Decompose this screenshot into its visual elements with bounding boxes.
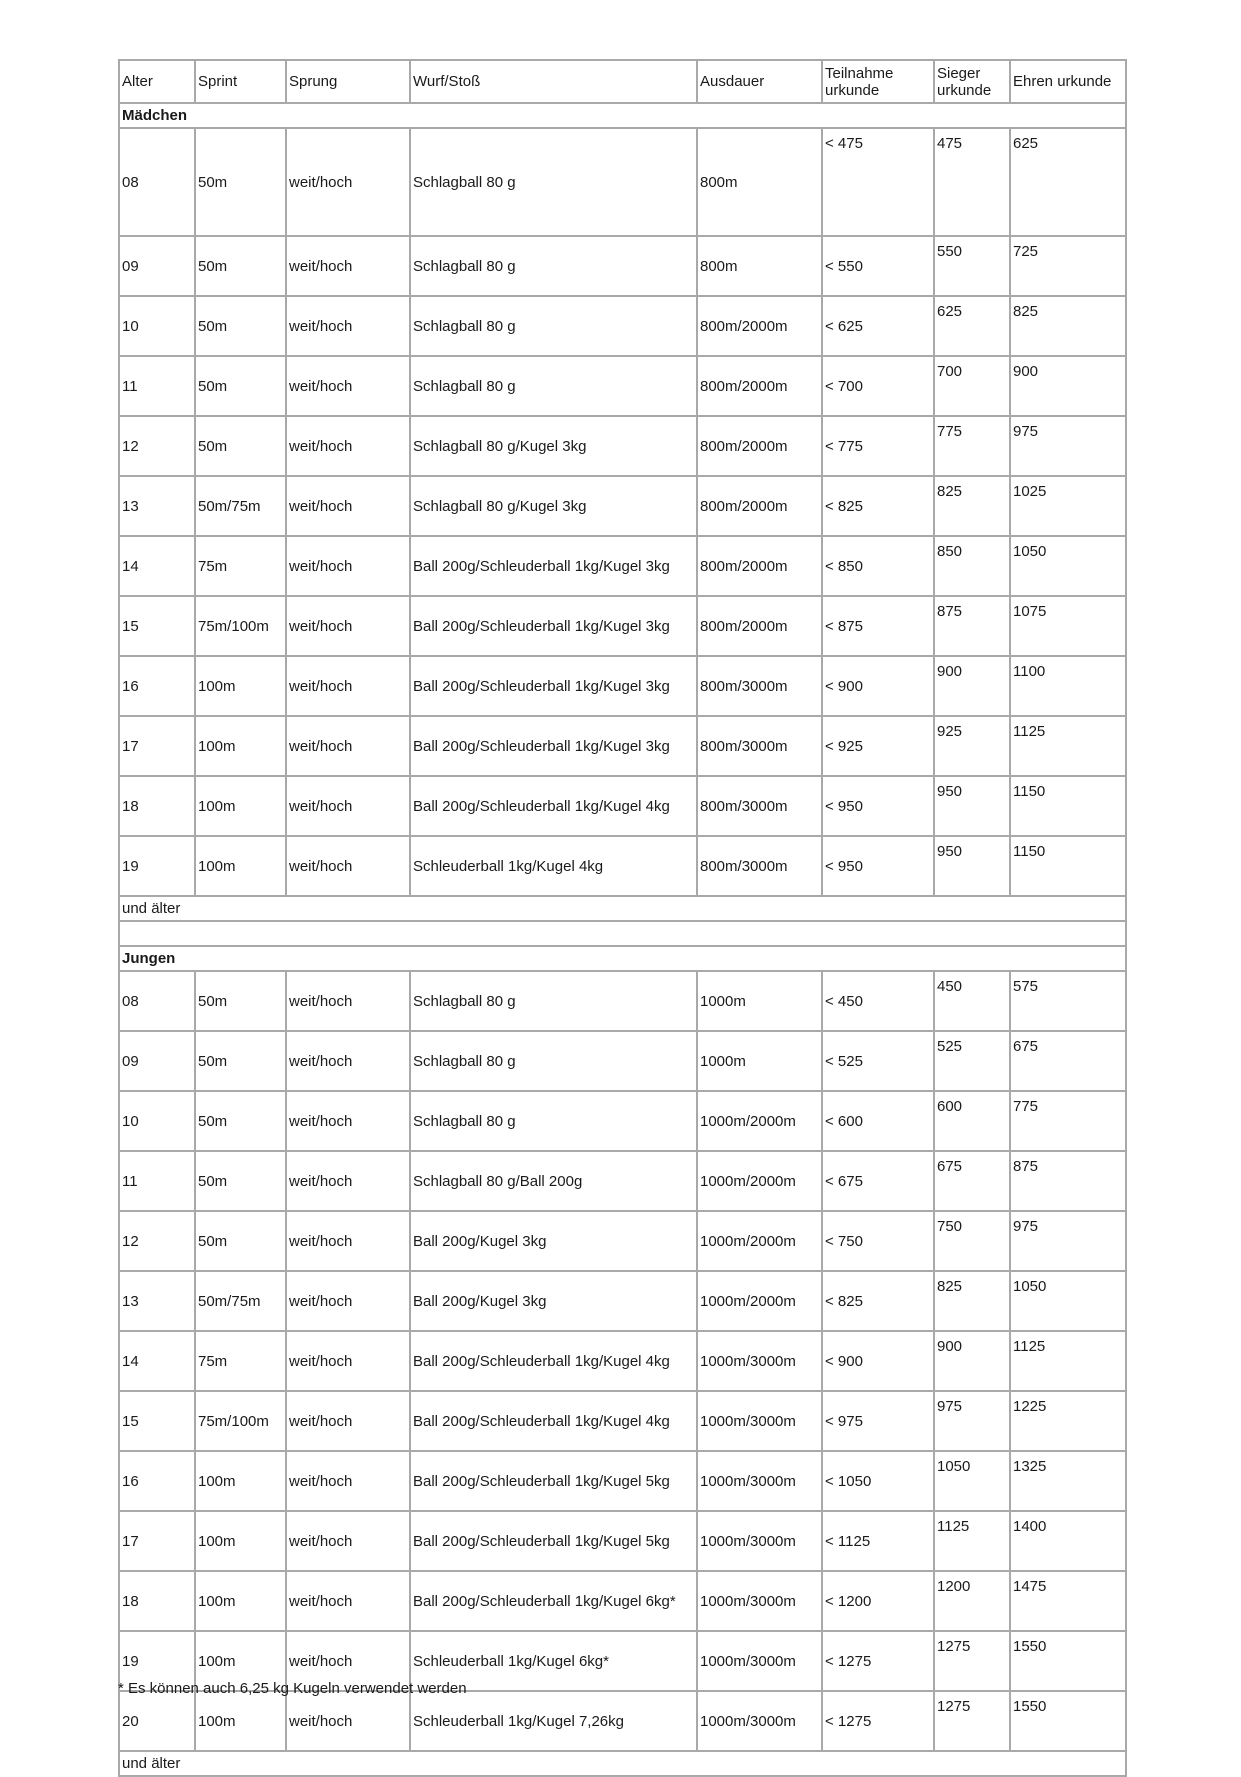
- cell-ausdauer: 1000m/3000m: [697, 1391, 822, 1451]
- cell-sprung: weit/hoch: [286, 1211, 410, 1271]
- cell-ehren: 1125: [1010, 716, 1126, 776]
- cell-ehren: 575: [1010, 971, 1126, 1031]
- cell-alter: 16: [119, 656, 195, 716]
- cell-teilnahme: < 825: [822, 476, 934, 536]
- cell-alter: 15: [119, 596, 195, 656]
- cell-wurf: Ball 200g/Schleuderball 1kg/Kugel 4kg: [410, 1331, 697, 1391]
- cell-teilnahme: < 1050: [822, 1451, 934, 1511]
- cell-ausdauer: 1000m/3000m: [697, 1631, 822, 1691]
- table-row: [119, 356, 1126, 416]
- cell-sieger: 1200: [934, 1571, 1010, 1631]
- cell-sprint: 100m: [195, 1571, 286, 1631]
- cell-sprung: weit/hoch: [286, 971, 410, 1031]
- cell-sprung: weit/hoch: [286, 596, 410, 656]
- cell-ausdauer: 1000m/2000m: [697, 1271, 822, 1331]
- cell-ehren: 1325: [1010, 1451, 1126, 1511]
- cell-sieger: 900: [934, 656, 1010, 716]
- cell-teilnahme: < 550: [822, 236, 934, 296]
- table-row: [119, 716, 1126, 776]
- cell-wurf: Ball 200g/Schleuderball 1kg/Kugel 3kg: [410, 716, 697, 776]
- section-title: Jungen: [119, 946, 1126, 971]
- cell-sprint: 50m: [195, 296, 286, 356]
- cell-sprint: 100m: [195, 836, 286, 896]
- cell-sprint: 50m: [195, 236, 286, 296]
- cell-sieger: 825: [934, 1271, 1010, 1331]
- cell-sieger: 625: [934, 296, 1010, 356]
- cell-ehren: 1125: [1010, 1331, 1126, 1391]
- cell-sprung: weit/hoch: [286, 836, 410, 896]
- table-row: [119, 836, 1126, 896]
- cell-ausdauer: 1000m/3000m: [697, 1331, 822, 1391]
- cell-ausdauer: 1000m: [697, 971, 822, 1031]
- cell-wurf: Ball 200g/Schleuderball 1kg/Kugel 3kg: [410, 596, 697, 656]
- footnote: * Es können auch 6,25 kg Kugeln verwendet werden: [118, 1680, 467, 1697]
- cell-ehren: 975: [1010, 416, 1126, 476]
- cell-sprint: 100m: [195, 1451, 286, 1511]
- header-ausdauer: Ausdauer: [697, 60, 822, 103]
- cell-teilnahme: < 900: [822, 1331, 934, 1391]
- cell-alter: 13: [119, 1271, 195, 1331]
- cell-sprint: 100m: [195, 776, 286, 836]
- cell-sprung: weit/hoch: [286, 1391, 410, 1451]
- cell-sieger: 600: [934, 1091, 1010, 1151]
- cell-sprint: 50m: [195, 1211, 286, 1271]
- cell-alter: 14: [119, 1331, 195, 1391]
- cell-sieger: 525: [934, 1031, 1010, 1091]
- cell-ehren: 675: [1010, 1031, 1126, 1091]
- cell-sprint: 75m: [195, 1331, 286, 1391]
- cell-ausdauer: 800m/2000m: [697, 536, 822, 596]
- cell-sieger: 1050: [934, 1451, 1010, 1511]
- cell-teilnahme: < 950: [822, 776, 934, 836]
- cell-wurf: Ball 200g/Schleuderball 1kg/Kugel 4kg: [410, 1391, 697, 1451]
- cell-ehren: 1550: [1010, 1631, 1126, 1691]
- cell-sieger: 1275: [934, 1691, 1010, 1751]
- table-row: [119, 1331, 1126, 1391]
- cell-sprung: weit/hoch: [286, 1091, 410, 1151]
- cell-teilnahme: < 700: [822, 356, 934, 416]
- cell-sprung: weit/hoch: [286, 416, 410, 476]
- header-wurf: Wurf/Stoß: [410, 60, 697, 103]
- table-row: [119, 971, 1126, 1031]
- cell-alter: 10: [119, 296, 195, 356]
- cell-teilnahme: < 825: [822, 1271, 934, 1331]
- section-title: Mädchen: [119, 103, 1126, 128]
- cell-wurf: Schleuderball 1kg/Kugel 7,26kg: [410, 1691, 697, 1751]
- cell-sprung: weit/hoch: [286, 656, 410, 716]
- cell-teilnahme: < 850: [822, 536, 934, 596]
- cell-ehren: 1025: [1010, 476, 1126, 536]
- cell-sprung: weit/hoch: [286, 128, 410, 236]
- cell-teilnahme: < 450: [822, 971, 934, 1031]
- cell-sprint: 50m: [195, 1031, 286, 1091]
- cell-ehren: 1225: [1010, 1391, 1126, 1451]
- cell-sieger: 675: [934, 1151, 1010, 1211]
- cell-sieger: 475: [934, 128, 1010, 236]
- cell-alter: 13: [119, 476, 195, 536]
- cell-teilnahme: < 525: [822, 1031, 934, 1091]
- section-note: und älter: [119, 896, 1126, 921]
- cell-wurf: Ball 200g/Kugel 3kg: [410, 1211, 697, 1271]
- table-row: [119, 476, 1126, 536]
- cell-alter: 18: [119, 776, 195, 836]
- cell-sprung: weit/hoch: [286, 296, 410, 356]
- cell-sprung: weit/hoch: [286, 1331, 410, 1391]
- cell-ausdauer: 1000m/2000m: [697, 1151, 822, 1211]
- cell-sprint: 75m: [195, 536, 286, 596]
- cell-sieger: 900: [934, 1331, 1010, 1391]
- score-table: [118, 59, 1127, 1777]
- cell-ehren: 1550: [1010, 1691, 1126, 1751]
- cell-sprung: weit/hoch: [286, 476, 410, 536]
- table-row: [119, 1151, 1126, 1211]
- cell-sprint: 50m/75m: [195, 476, 286, 536]
- table-row: [119, 1031, 1126, 1091]
- cell-sprint: 50m/75m: [195, 1271, 286, 1331]
- score-table-page: [118, 59, 1125, 1777]
- cell-alter: 11: [119, 1151, 195, 1211]
- cell-sprung: weit/hoch: [286, 1571, 410, 1631]
- cell-sieger: 750: [934, 1211, 1010, 1271]
- cell-ehren: 1075: [1010, 596, 1126, 656]
- cell-ausdauer: 800m/2000m: [697, 416, 822, 476]
- header-row: [119, 60, 1126, 103]
- cell-ehren: 1150: [1010, 836, 1126, 896]
- cell-sieger: 775: [934, 416, 1010, 476]
- cell-wurf: Schlagball 80 g: [410, 236, 697, 296]
- cell-sprung: weit/hoch: [286, 356, 410, 416]
- cell-wurf: Ball 200g/Schleuderball 1kg/Kugel 5kg: [410, 1451, 697, 1511]
- cell-ausdauer: 1000m/3000m: [697, 1451, 822, 1511]
- cell-ehren: 975: [1010, 1211, 1126, 1271]
- cell-ausdauer: 1000m/2000m: [697, 1091, 822, 1151]
- header-alter: Alter: [119, 60, 195, 103]
- cell-ausdauer: 800m/2000m: [697, 476, 822, 536]
- cell-teilnahme: < 475: [822, 128, 934, 236]
- cell-alter: 20: [119, 1691, 195, 1751]
- cell-sprung: weit/hoch: [286, 236, 410, 296]
- table-row: [119, 296, 1126, 356]
- cell-teilnahme: < 925: [822, 716, 934, 776]
- header-sieger: Sieger urkunde: [934, 60, 1010, 103]
- cell-ausdauer: 1000m: [697, 1031, 822, 1091]
- cell-wurf: Schlagball 80 g: [410, 128, 697, 236]
- cell-alter: 18: [119, 1571, 195, 1631]
- cell-wurf: Schleuderball 1kg/Kugel 6kg*: [410, 1631, 697, 1691]
- cell-alter: 19: [119, 1631, 195, 1691]
- cell-sieger: 450: [934, 971, 1010, 1031]
- cell-wurf: Ball 200g/Schleuderball 1kg/Kugel 6kg*: [410, 1571, 697, 1631]
- cell-teilnahme: < 900: [822, 656, 934, 716]
- cell-alter: 17: [119, 1511, 195, 1571]
- table-row: [119, 1511, 1126, 1571]
- cell-wurf: Schlagball 80 g: [410, 356, 697, 416]
- cell-ehren: 1150: [1010, 776, 1126, 836]
- cell-alter: 17: [119, 716, 195, 776]
- cell-sprint: 100m: [195, 1691, 286, 1751]
- cell-wurf: Schlagball 80 g: [410, 296, 697, 356]
- cell-sprung: weit/hoch: [286, 1271, 410, 1331]
- cell-sprint: 75m/100m: [195, 596, 286, 656]
- cell-ausdauer: 1000m/2000m: [697, 1211, 822, 1271]
- cell-teilnahme: < 1125: [822, 1511, 934, 1571]
- cell-wurf: Ball 200g/Kugel 3kg: [410, 1271, 697, 1331]
- cell-sieger: 1125: [934, 1511, 1010, 1571]
- cell-sprung: weit/hoch: [286, 1451, 410, 1511]
- cell-wurf: Schlagball 80 g: [410, 1031, 697, 1091]
- cell-wurf: Schlagball 80 g: [410, 1091, 697, 1151]
- section-note-row: [119, 896, 1126, 921]
- cell-sieger: 850: [934, 536, 1010, 596]
- cell-alter: 09: [119, 236, 195, 296]
- score-table-body: [119, 60, 1126, 1776]
- cell-teilnahme: < 625: [822, 296, 934, 356]
- cell-sieger: 700: [934, 356, 1010, 416]
- cell-alter: 08: [119, 128, 195, 236]
- cell-sprung: weit/hoch: [286, 716, 410, 776]
- table-row: [119, 1691, 1126, 1751]
- cell-sprint: 50m: [195, 971, 286, 1031]
- cell-alter: 19: [119, 836, 195, 896]
- cell-ehren: 625: [1010, 128, 1126, 236]
- cell-sprung: weit/hoch: [286, 1151, 410, 1211]
- cell-alter: 09: [119, 1031, 195, 1091]
- cell-sprint: 100m: [195, 716, 286, 776]
- cell-ehren: 1050: [1010, 536, 1126, 596]
- cell-sieger: 825: [934, 476, 1010, 536]
- cell-wurf: Ball 200g/Schleuderball 1kg/Kugel 5kg: [410, 1511, 697, 1571]
- cell-ehren: 1100: [1010, 656, 1126, 716]
- cell-sprint: 100m: [195, 656, 286, 716]
- table-row: [119, 536, 1126, 596]
- cell-wurf: Schleuderball 1kg/Kugel 4kg: [410, 836, 697, 896]
- cell-alter: 15: [119, 1391, 195, 1451]
- cell-teilnahme: < 975: [822, 1391, 934, 1451]
- cell-alter: 12: [119, 1211, 195, 1271]
- cell-ausdauer: 1000m/3000m: [697, 1511, 822, 1571]
- cell-ausdauer: 800m/3000m: [697, 716, 822, 776]
- cell-ausdauer: 800m/2000m: [697, 596, 822, 656]
- section-header-row: [119, 946, 1126, 971]
- cell-ehren: 1475: [1010, 1571, 1126, 1631]
- cell-sieger: 875: [934, 596, 1010, 656]
- cell-sprint: 50m: [195, 416, 286, 476]
- cell-ausdauer: 800m/3000m: [697, 836, 822, 896]
- cell-sieger: 975: [934, 1391, 1010, 1451]
- table-row: [119, 416, 1126, 476]
- cell-ausdauer: 800m/2000m: [697, 296, 822, 356]
- cell-sprung: weit/hoch: [286, 1631, 410, 1691]
- cell-sprint: 100m: [195, 1631, 286, 1691]
- table-row: [119, 656, 1126, 716]
- cell-teilnahme: < 875: [822, 596, 934, 656]
- table-row: [119, 1211, 1126, 1271]
- cell-ehren: 1050: [1010, 1271, 1126, 1331]
- cell-sprung: weit/hoch: [286, 1031, 410, 1091]
- cell-sprint: 100m: [195, 1511, 286, 1571]
- cell-teilnahme: < 1200: [822, 1571, 934, 1631]
- table-row: [119, 1271, 1126, 1331]
- section-note-row: [119, 1751, 1126, 1776]
- cell-ehren: 775: [1010, 1091, 1126, 1151]
- header-teilnahme: Teilnahme urkunde: [822, 60, 934, 103]
- cell-ausdauer: 800m/3000m: [697, 656, 822, 716]
- cell-ausdauer: 800m: [697, 236, 822, 296]
- cell-teilnahme: < 600: [822, 1091, 934, 1151]
- table-row: [119, 128, 1126, 236]
- cell-alter: 08: [119, 971, 195, 1031]
- cell-alter: 12: [119, 416, 195, 476]
- spacer-cell: [119, 921, 1126, 946]
- cell-wurf: Schlagball 80 g/Ball 200g: [410, 1151, 697, 1211]
- spacer-row: [119, 921, 1126, 946]
- cell-ehren: 825: [1010, 296, 1126, 356]
- table-row: [119, 1451, 1126, 1511]
- table-row: [119, 776, 1126, 836]
- cell-ausdauer: 800m: [697, 128, 822, 236]
- cell-alter: 11: [119, 356, 195, 416]
- cell-sprung: weit/hoch: [286, 1691, 410, 1751]
- cell-wurf: Schlagball 80 g/Kugel 3kg: [410, 416, 697, 476]
- cell-alter: 14: [119, 536, 195, 596]
- cell-sprung: weit/hoch: [286, 1511, 410, 1571]
- cell-sprung: weit/hoch: [286, 776, 410, 836]
- cell-sprung: weit/hoch: [286, 536, 410, 596]
- cell-ausdauer: 1000m/3000m: [697, 1571, 822, 1631]
- cell-sieger: 950: [934, 836, 1010, 896]
- cell-wurf: Ball 200g/Schleuderball 1kg/Kugel 3kg: [410, 656, 697, 716]
- cell-teilnahme: < 750: [822, 1211, 934, 1271]
- cell-sprint: 50m: [195, 356, 286, 416]
- cell-sieger: 550: [934, 236, 1010, 296]
- cell-sieger: 950: [934, 776, 1010, 836]
- cell-wurf: Schlagball 80 g/Kugel 3kg: [410, 476, 697, 536]
- cell-ehren: 1400: [1010, 1511, 1126, 1571]
- cell-sprint: 50m: [195, 1151, 286, 1211]
- table-row: [119, 236, 1126, 296]
- cell-teilnahme: < 950: [822, 836, 934, 896]
- cell-alter: 16: [119, 1451, 195, 1511]
- cell-sprint: 50m: [195, 1091, 286, 1151]
- cell-teilnahme: < 675: [822, 1151, 934, 1211]
- cell-ehren: 875: [1010, 1151, 1126, 1211]
- section-header-row: [119, 103, 1126, 128]
- header-sprint: Sprint: [195, 60, 286, 103]
- table-row: [119, 596, 1126, 656]
- cell-wurf: Ball 200g/Schleuderball 1kg/Kugel 3kg: [410, 536, 697, 596]
- table-row: [119, 1391, 1126, 1451]
- table-row: [119, 1571, 1126, 1631]
- table-row: [119, 1091, 1126, 1151]
- cell-sprint: 75m/100m: [195, 1391, 286, 1451]
- cell-wurf: Ball 200g/Schleuderball 1kg/Kugel 4kg: [410, 776, 697, 836]
- section-note: und älter: [119, 1751, 1126, 1776]
- cell-teilnahme: < 775: [822, 416, 934, 476]
- cell-ausdauer: 1000m/3000m: [697, 1691, 822, 1751]
- header-sprung: Sprung: [286, 60, 410, 103]
- cell-ehren: 725: [1010, 236, 1126, 296]
- cell-ausdauer: 800m/2000m: [697, 356, 822, 416]
- cell-wurf: Schlagball 80 g: [410, 971, 697, 1031]
- cell-ehren: 900: [1010, 356, 1126, 416]
- cell-ausdauer: 800m/3000m: [697, 776, 822, 836]
- cell-alter: 10: [119, 1091, 195, 1151]
- header-ehren: Ehren urkunde: [1010, 60, 1126, 103]
- cell-teilnahme: < 1275: [822, 1631, 934, 1691]
- cell-sprint: 50m: [195, 128, 286, 236]
- cell-sieger: 1275: [934, 1631, 1010, 1691]
- cell-sieger: 925: [934, 716, 1010, 776]
- cell-teilnahme: < 1275: [822, 1691, 934, 1751]
